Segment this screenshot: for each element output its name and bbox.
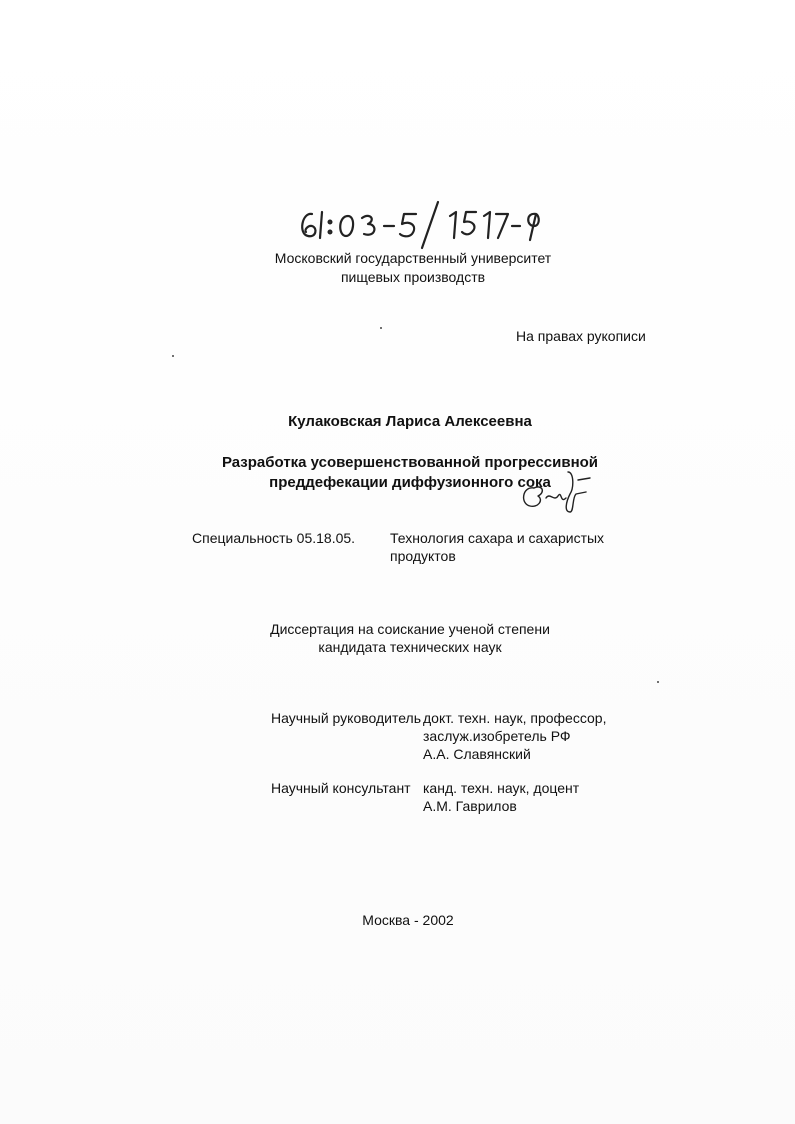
consultant-role: Научный консультант — [271, 780, 411, 796]
dissertation-line-1: Диссертация на соискание ученой степени — [270, 621, 550, 637]
thesis-title-line-2: преддефекации диффузионного сока — [269, 474, 551, 491]
consultant-degree: канд. техн. наук, доцент — [423, 780, 580, 796]
signature — [516, 468, 596, 518]
specialty-label: Специальность 05.18.05. — [192, 530, 356, 546]
specialty-name-line-2: продуктов — [390, 548, 456, 564]
supervisor-title: заслуж.изобретель РФ — [423, 728, 571, 744]
supervisor-degree: докт. техн. наук, профессор, — [423, 710, 607, 726]
supervisor-name: А.А. Славянский — [423, 746, 531, 762]
author-name: Кулаковская Лариса Алексеевна — [288, 413, 532, 430]
scan-speck — [657, 681, 659, 683]
dissertation-line-2: кандидата технических наук — [318, 639, 502, 655]
supervisor-role: Научный руководитель — [271, 710, 422, 726]
consultant-name: А.М. Гаврилов — [423, 798, 517, 814]
manuscript-rights: На правах рукописи — [516, 328, 646, 344]
university-line-1: Московский государственный университет — [274, 250, 552, 266]
city-year: Москва - 2002 — [362, 912, 454, 928]
scan-speck — [172, 355, 174, 357]
thesis-title-line-1: Разработка усовершенствованной прогрессивной — [221, 454, 599, 471]
university-line-2: пищевых производств — [340, 269, 486, 285]
scan-speck — [380, 327, 382, 329]
handwritten-archive-number — [290, 200, 550, 250]
specialty-name-line-1: Технология сахара и сахаристых — [390, 530, 605, 546]
